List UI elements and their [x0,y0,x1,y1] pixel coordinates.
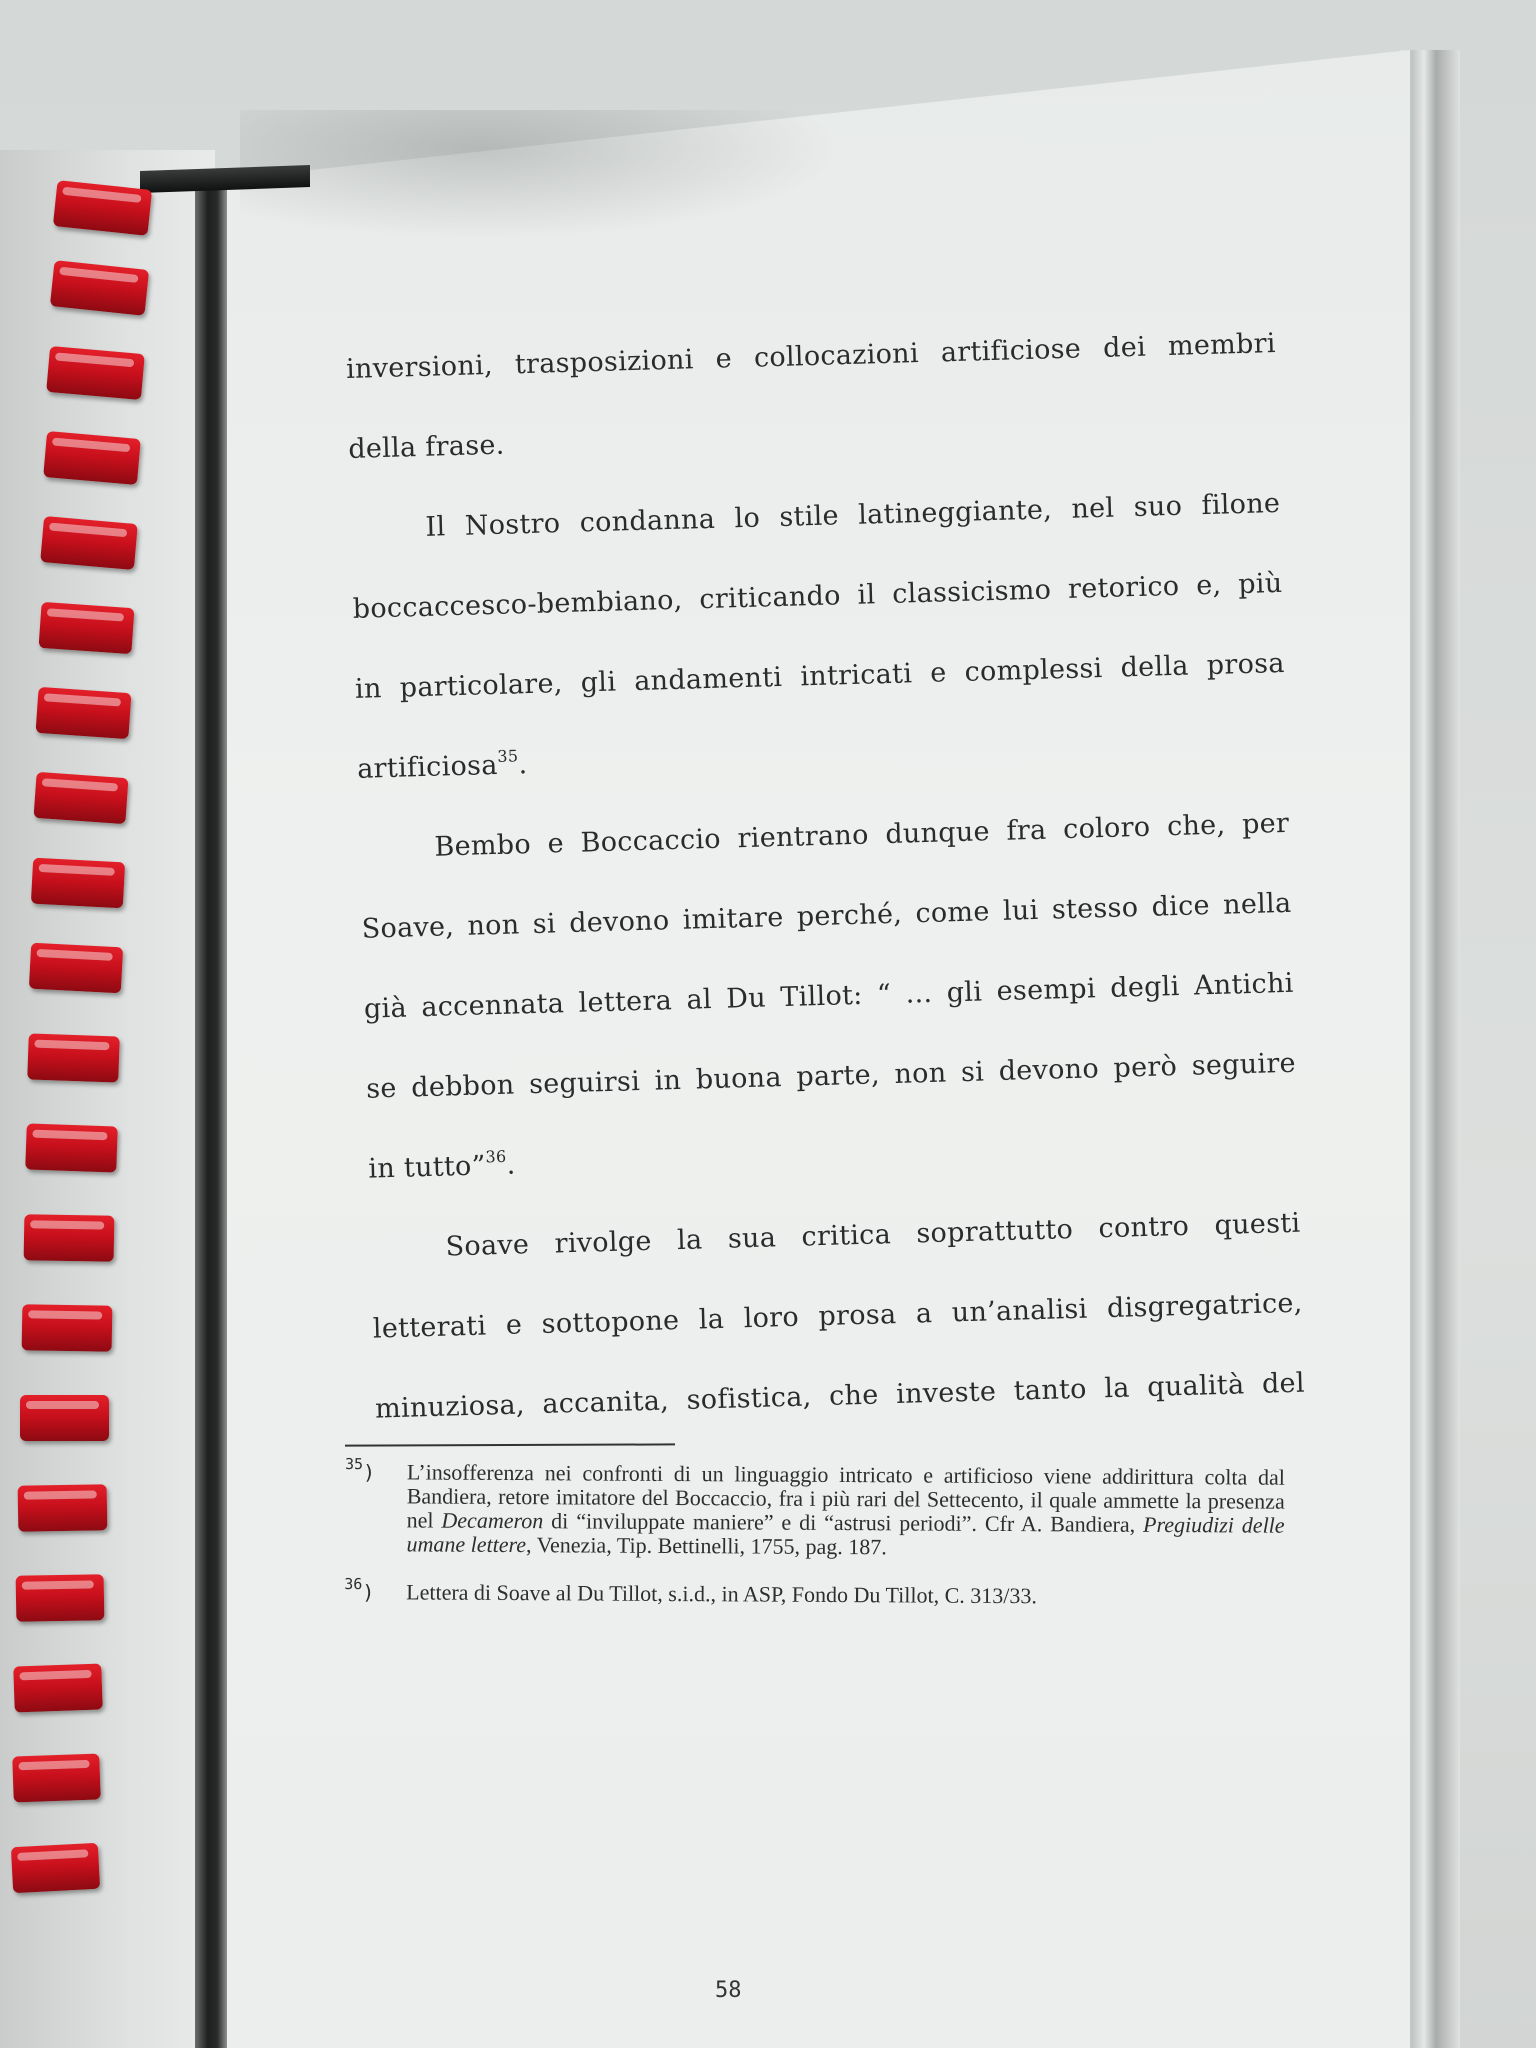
binding-ring [36,687,132,739]
binding-ring [22,1304,113,1352]
binding-spine [195,170,227,2048]
period: . [506,1149,516,1181]
footnote-reference: 36 [485,1146,507,1167]
text-line: Bembo e Boccaccio rientrano dunque fra coloro che, per [434,807,1290,863]
footnote-35 [344,1455,1285,1562]
text-line: letterati e sottopone la loro prosa a un’analisi disgregatrice, [372,1287,1303,1345]
binding-ring [13,1663,103,1712]
binding-ring [43,431,141,485]
footnotes [344,1455,1285,1634]
binding-ring [39,602,135,654]
binding-ring [16,1574,105,1622]
footnote-number: $^{35}$) [344,1455,376,1485]
text-line: boccaccesco-bembiano, criticando il classicismo retorico e, più [352,567,1283,625]
text-fragment: in tutto” [368,1150,487,1185]
text-line: se debbon seguirsi in buona parte, non si devono però seguire [365,1047,1297,1105]
binding-ring [27,1033,120,1082]
text-line: minuziosa, accanita, sofistica, che investe tanto la qualità del [374,1367,1306,1425]
binding-ring [11,1843,100,1893]
text-line: in particolare, gli andamenti intricati e complessi della prosa [354,647,1286,705]
footnote-text: Lettera di Soave al Du Tillot, s.i.d., in ASP, Fondo Du Tillot, C. 313/33. [406,1579,1038,1609]
text-fragment: artificiosa [356,749,499,785]
text-line: già accennata lettera al Du Tillot: “ ... gli esempi degli Antichi [363,967,1295,1025]
binding-ring [34,772,129,824]
binding-ring [24,1214,115,1262]
binding-ring [29,943,123,994]
page-shadow [240,110,840,240]
text-line: della frase. [347,429,505,465]
text-line: inversioni, trasposizioni e collocazioni artificiose dei membri [345,328,1277,385]
footnote-text: L’insofferenza nei confronti di un linguaggio intricato e artificioso viene addirittura colta dal Bandiera, retore imitatore del Boccaccio, fra i più rari del Settecento, il quale ammette la presenza nel Decameron di “inviluppate maniere” e di “astrusi periodi”. Cfr A. Bandiera, Pregiudizi delle umane lettere, Venezia, Tip. Bettinelli, 1755, pag. 187. [406,1459,1285,1560]
binding-ring [12,1753,101,1802]
binding-ring [40,516,138,570]
text-line: Soave rivolge la sua critica soprattutto contro questi [445,1207,1301,1263]
binding-ring [25,1123,118,1172]
footnote-36 [344,1575,1284,1610]
binding-ring [50,260,149,316]
body-text [345,304,1306,1450]
binding-ring [46,346,145,400]
text-line: Soave, non si devono imitare perché, come lui stesso dice nella [361,887,1292,945]
binding-ring [18,1484,108,1532]
binding-ring [20,1395,109,1441]
period: . [518,749,528,781]
footnote-reference: 35 [497,746,519,766]
binding-ring [31,858,125,909]
text-line: Il Nostro condanna lo stile latineggiante, nel suo filone [425,487,1281,543]
binding-ring [53,180,152,236]
spiral-binding [0,150,160,2048]
footnote-number: $^{36}$) [344,1575,375,1605]
page-number: 58 [715,1978,742,2003]
